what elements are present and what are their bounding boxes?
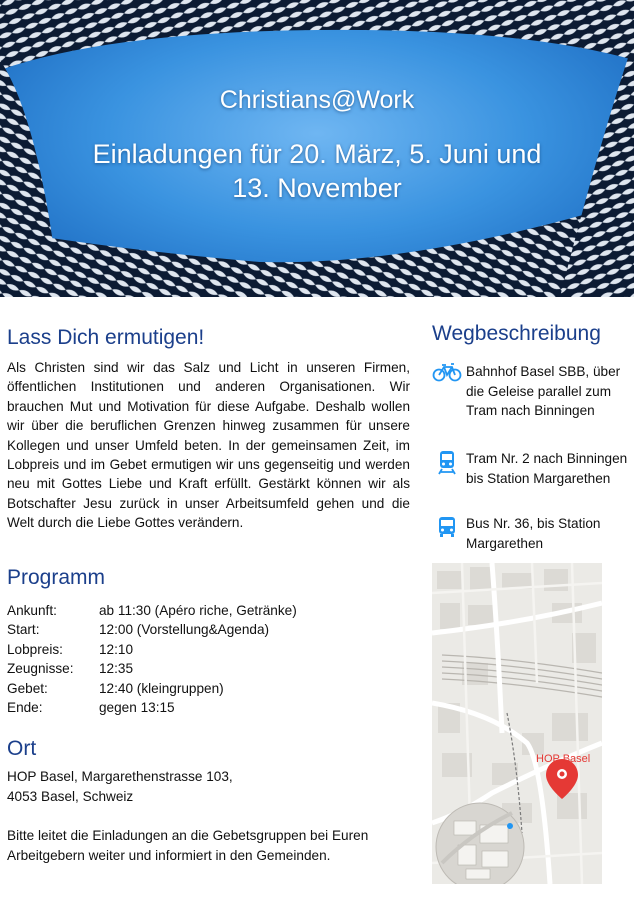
programm-value: 12:40 (kleingruppen)	[99, 680, 224, 696]
intro-text: Als Christen sind wir das Salz und Licht in unseren Firmen, öffentlichen Institutionen und anderen Organisationen. Wir brauchen Mut und Motivation für diese Aufgabe. Deshalb wollen wir über die beruflichen Grenzen hinweg zusammen für unsere Kollegen und unser Umfeld beten. In der gemeinsamen Zeit, im Lobpreis und im Gebet ermutigen wir uns gegenseitig und werden neu mit Gottes Liebe und Kraft erfüllt. Gestärkt können wir als Botschafter Jesu zurück in unser Arbeitsumfeld gehen und die Welt durch die Liebe Gottes verändern.	[7, 360, 410, 531]
right-column	[432, 322, 632, 551]
bicycle-icon	[432, 362, 466, 386]
programm-row	[7, 640, 297, 659]
direction-tram	[432, 449, 632, 488]
intro-heading: Lass Dich ermutigen!	[7, 326, 205, 349]
direction-text: Tram Nr. 2 nach Binningen bis Station Margarethen	[466, 451, 628, 486]
programm-value: ab 11:30 (Apéro riche, Getränke)	[99, 603, 297, 618]
programm-row	[7, 679, 297, 698]
direction-bus	[432, 514, 632, 553]
programm-row	[7, 620, 297, 639]
programm-label: Ankunft:	[7, 603, 57, 618]
ort-heading: Ort	[7, 737, 37, 760]
hero-title: Christians@Work	[219, 86, 415, 114]
programm-value: 12:35	[99, 661, 134, 677]
direction-text: Bus Nr. 36, bis Station Margarethen	[466, 516, 601, 551]
address-line1: HOP Basel, Margarethenstrasse 103,	[7, 769, 233, 784]
forward-note: Bitte leitet die Einladungen an die Gebetsgruppen bei Euren Arbeitgebern weiter und informiert in den Gemeinden.	[7, 828, 369, 863]
address	[7, 767, 233, 807]
map-graphic	[432, 563, 602, 884]
programm-row	[7, 601, 297, 620]
programm-label: Start:	[7, 622, 40, 638]
programm-value: gegen 13:15	[99, 700, 175, 716]
direction-text: Bahnhof Basel SBB, über die Geleise parallel zum Tram nach Binningen	[466, 364, 621, 419]
programm-heading: Programm	[7, 566, 106, 589]
bus-icon	[432, 514, 466, 538]
location-map[interactable]	[432, 563, 602, 884]
programm-label: Zeugnisse:	[7, 661, 74, 677]
tram-icon	[432, 449, 466, 473]
programm-label: Gebet:	[7, 680, 48, 696]
address-line2: 4053 Basel, Schweiz	[7, 789, 134, 804]
hero-subtitle: Einladungen für 20. März, 5. Juni und 13. November	[92, 139, 542, 203]
programm-list	[7, 601, 297, 717]
left-column	[7, 326, 410, 863]
direction-bicycle	[432, 362, 632, 421]
map-pin-label: HOP Basel	[536, 753, 591, 765]
programm-row	[7, 698, 297, 717]
hero-banner	[0, 0, 634, 297]
programm-value: 12:00 (Vorstellung&Agenda)	[99, 622, 270, 638]
programm-row	[7, 659, 297, 678]
wegbeschreibung-heading: Wegbeschreibung	[432, 322, 601, 345]
programm-label: Ende:	[7, 700, 43, 716]
programm-label: Lobpreis:	[7, 641, 63, 657]
programm-value: 12:10	[99, 641, 134, 657]
